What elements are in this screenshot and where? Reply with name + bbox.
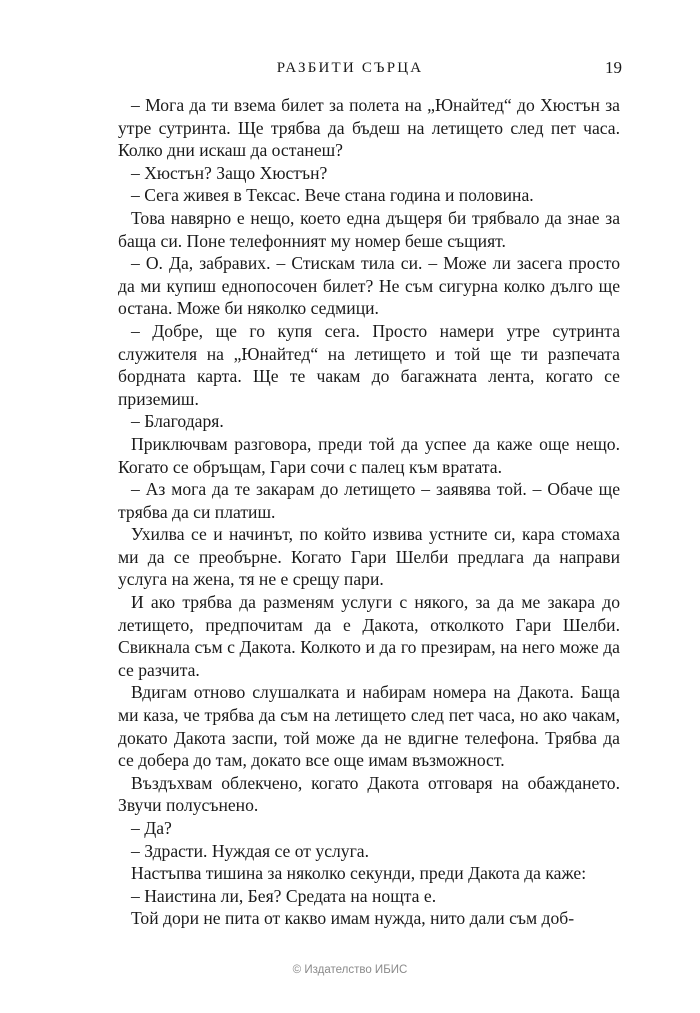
paragraph: Въздъхвам облекчено, когато Дакота отговаря на обаждането. Звучи полусънено. [118, 772, 620, 816]
paragraph: – Благодаря. [131, 411, 224, 432]
paragraph: – Мога да ти взема билет за полета на „Юнайтед“ до Хюстън за утре сутринта. Ще трябва да бъдеш на летището след пет часа. Колко дни искаш да останеш? [118, 95, 620, 161]
paragraph: – Добре, ще го купя сега. Просто намери утре сутринта служителя на „Юнайтед“ на летището и той ще ти разпечата бордната карта. Ще те чакам до багажната лента, когато се приземиш. [118, 320, 620, 409]
body-text [118, 94, 620, 930]
paragraph: – Аз мога да те закарам до летището – заявява той. – Обаче ще трябва да си платиш. [118, 479, 620, 522]
paragraph: И ако трябва да разменям услуги с някого, за да ме закара до летището, предпочитам да е Дакота, отколкото Гари Шелби. Свикнала съм с Дакота. Колкото и да го презирам, на него може да се разчита. [118, 592, 620, 680]
paragraph: Ухилва се и начинът, по който извива устните си, кара стомаха ми да се преобърне. Когато Гари Шелби предлага да направи услуга на жена, тя не е срещу пари. [118, 524, 620, 590]
paragraph: Настъпва тишина за няколко секунди, преди Дакота да каже: [131, 863, 587, 884]
paragraph: Това навярно е нещо, което една дъщеря би трябвало да знае за баща си. Поне телефонният му номер беше същият. [118, 207, 620, 251]
paragraph: – О. Да, забравих. – Стискам тила си. – Може ли засега просто да ми купиш еднопосочен билет? Не съм сигурна колко дълго ще остана. Може би няколко седмици. [118, 253, 620, 319]
paragraph: – Здрасти. Нуждая се от услуга. [131, 840, 370, 861]
paragraph: – Да? [131, 818, 172, 838]
paragraph: Приключвам разговора, преди той да успее да каже още нещо. Когато се обръщам, Гари сочи с палец към вратата. [118, 433, 620, 477]
paragraph: – Сега живея в Тексас. Вече стана година и половина. [131, 185, 534, 206]
paragraph: Той дори не пита от какво имам нужда, нито дали съм доб- [131, 908, 575, 929]
page-number: 19 [605, 58, 622, 77]
paragraph: – Хюстън? Защо Хюстън? [131, 162, 328, 183]
paragraph: – Наистина ли, Бея? Средата на нощта е. [131, 885, 437, 906]
running-title: РАЗБИТИ СЪРЦА [276, 60, 424, 76]
paragraph: Вдигам отново слушалката и набирам номера на Дакота. Баща ми каза, че трябва да съм на летището след пет часа, но ако чакам, докато Дакота заспи, той може да не вдигне телефона. Трябва да се добера до там, докато все още имам възможност. [118, 682, 620, 771]
running-header [0, 56, 700, 80]
publisher-copyright: © Издателство ИБИС [292, 964, 408, 976]
